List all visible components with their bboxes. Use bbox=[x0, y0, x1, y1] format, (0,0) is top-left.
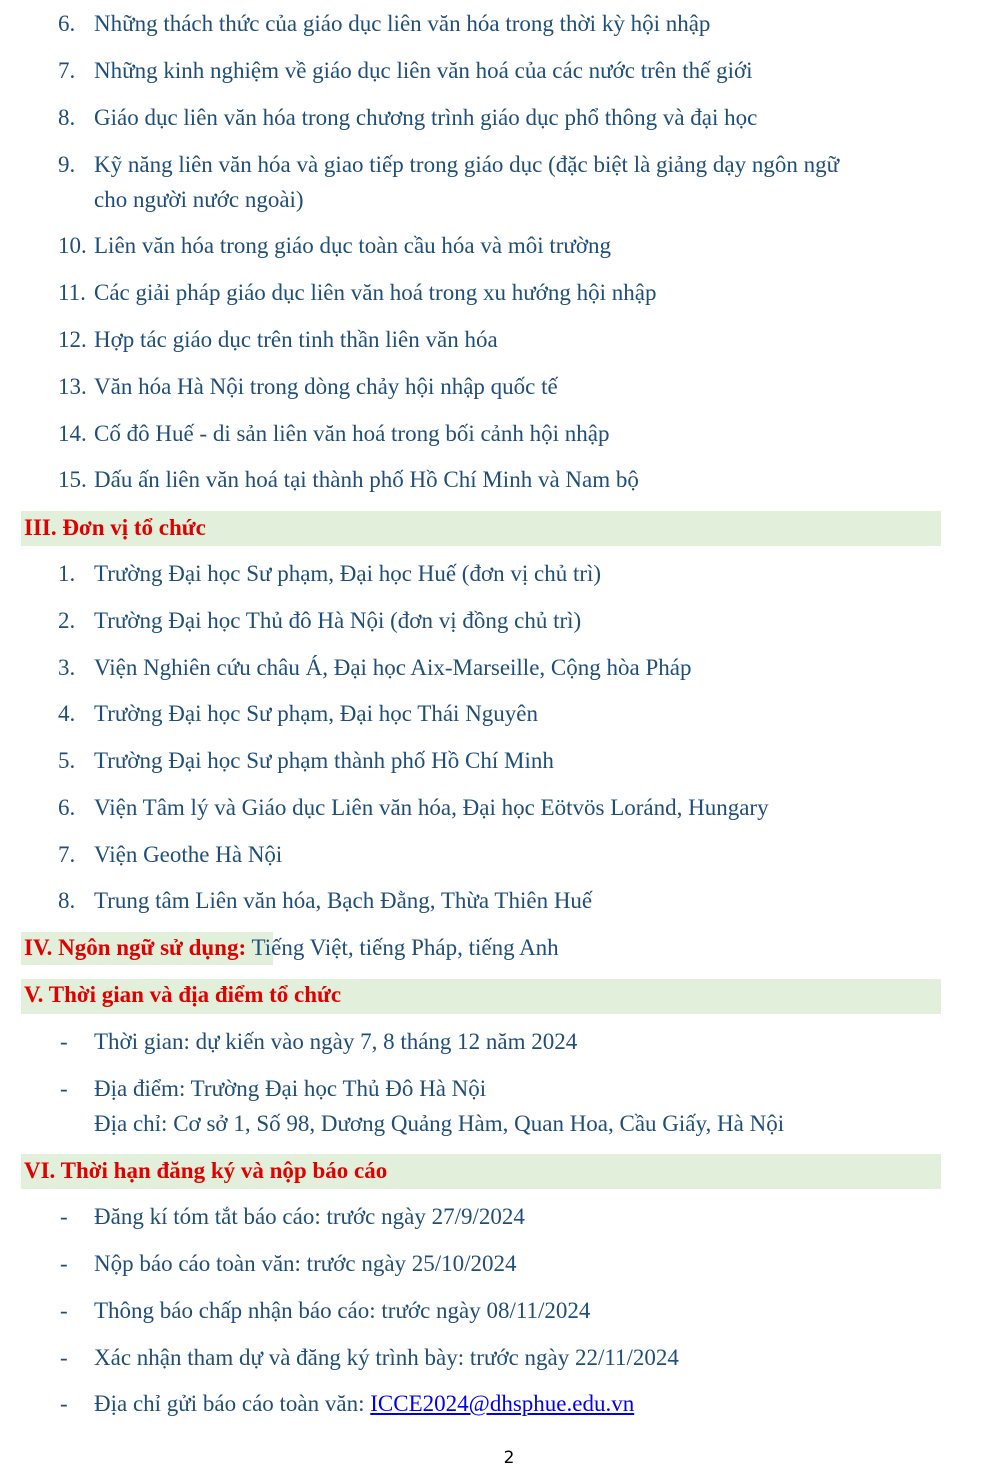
email-link[interactable]: ICCE2024@dhsphue.edu.vn bbox=[370, 1391, 635, 1416]
section-heading-label: IV. Ngôn ngữ sử dụng: bbox=[24, 935, 247, 960]
section-heading bbox=[24, 934, 559, 962]
section-heading: V. Thời gian và địa điểm tổ chức bbox=[24, 982, 342, 1007]
section-heading: III. Đơn vị tổ chức bbox=[24, 515, 206, 540]
language-value: Tiếng Việt, tiếng Pháp, tiếng Anh bbox=[246, 935, 559, 960]
section-heading: VI. Thời hạn đăng ký và nộp báo cáo bbox=[24, 1158, 388, 1183]
email-label: Địa chỉ gửi báo cáo toàn văn: bbox=[94, 1391, 371, 1416]
page-number: 2 bbox=[503, 1448, 515, 1468]
